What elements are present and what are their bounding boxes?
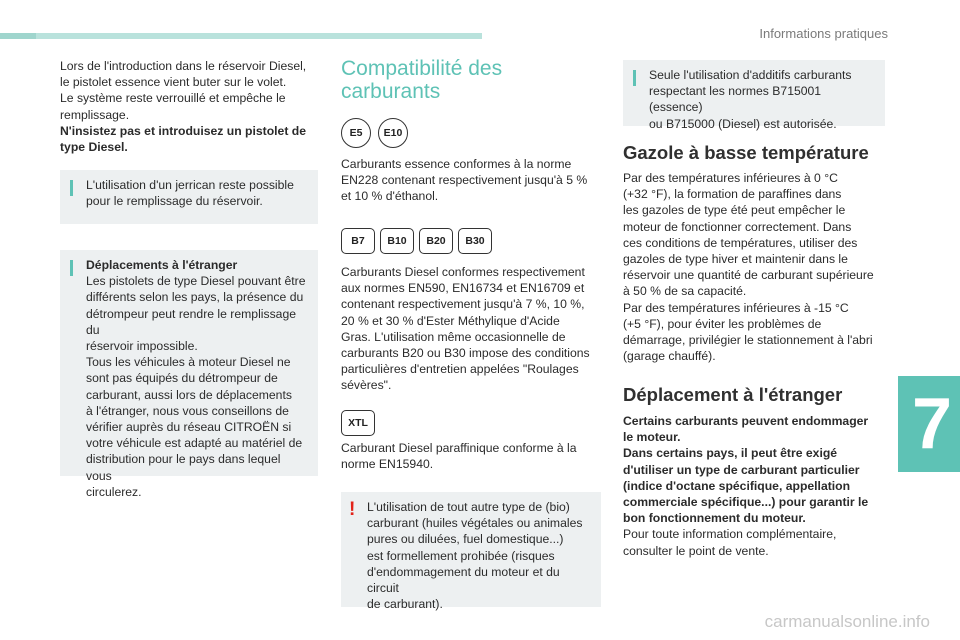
fuel-compatibility-title	[341, 57, 502, 103]
text-line-bold: le moteur.	[623, 430, 681, 445]
info-marker-icon	[633, 70, 636, 86]
b30-fuel-badge-icon: B30	[458, 228, 492, 254]
text-line: carburants B20 ou B30 impose des conditions	[341, 346, 590, 361]
xtl-fuel-badge-icon: XTL	[341, 410, 375, 436]
text-line: Carburant Diesel paraffinique conforme à la	[341, 441, 577, 455]
text-line: Carburants essence conformes à la norme	[341, 157, 572, 171]
text-line: L'utilisation d'un jerrican reste possible	[86, 178, 294, 192]
text-line-bold: Certains carburants peuvent endommager	[623, 414, 869, 428]
text-line: vérifier auprès du réseau CITROËN si	[86, 420, 292, 435]
text-line: Seule l'utilisation d'additifs carburants	[649, 68, 852, 82]
text-line: norme EN15940.	[341, 457, 434, 472]
text-line-bold: commerciale spécifique...) pour garantir le	[623, 495, 869, 510]
text-line: circulerez.	[86, 484, 142, 499]
text-line-bold: (indice d'octane spécifique, appellation	[623, 478, 851, 493]
text-line: Par des températures inférieures à 0 °C	[623, 171, 838, 185]
text-line: 20 % et 30 % d'Ester Méthylique d'Acide	[341, 313, 560, 328]
text-line: L'utilisation de tout autre type de (bio)	[367, 500, 570, 514]
travel-abroad-heading: Déplacement à l'étranger	[623, 384, 843, 405]
text-line: gazoles de type hiver et maintenir dans le	[623, 252, 848, 267]
title-line: Compatibilité des	[341, 57, 503, 80]
text-line: et 10 % d'éthanol.	[341, 189, 439, 204]
text-line: Les pistolets de type Diesel pouvant être	[86, 274, 306, 289]
text-line: de carburant).	[367, 597, 443, 612]
text-line: contenant respectivement jusqu'à 7 %, 10 %,	[341, 297, 585, 312]
b10-fuel-badge-icon: B10	[380, 228, 414, 254]
travel-abroad-note	[60, 250, 318, 499]
petrol-text	[341, 156, 603, 205]
section-header: Informations pratiques	[759, 26, 888, 41]
text-line: sont pas équipés du détrompeur de	[86, 371, 278, 386]
text-line: EN228 contenant respectivement jusqu'à 5 %	[341, 173, 588, 188]
text-line: Tous les véhicules à moteur Diesel ne	[86, 355, 291, 370]
jerrican-note	[60, 170, 318, 224]
text-line: réservoir impossible.	[86, 339, 198, 354]
text-line: à l'étranger, nous vous conseillons de	[86, 403, 289, 418]
b7-fuel-badge-icon: B7	[341, 228, 375, 254]
e10-fuel-badge-icon: E10	[378, 118, 408, 148]
text-line: à 50 % de sa capacité.	[623, 284, 747, 299]
text-line: (+32 °F), la formation de paraffines dans	[623, 187, 842, 202]
text-line: respectant les normes B715001 (essence)	[649, 84, 822, 115]
warning-exclamation-icon: !	[349, 499, 356, 520]
text-line: d'endommagement du moteur et du circuit	[367, 564, 560, 596]
info-marker-icon	[70, 180, 73, 196]
col1-intro	[60, 58, 325, 155]
text-line-bold: Dans certains pays, il peut être exigé	[623, 446, 838, 461]
text-line: ou B715000 (Diesel) est autorisée.	[649, 116, 837, 131]
text-line: moteur de fonctionner correctement. Dans	[623, 219, 852, 234]
text-line: ces conditions de températures, utiliser des	[623, 235, 858, 250]
low-temperature-text	[623, 170, 891, 364]
header-rule	[0, 33, 482, 39]
fuel-warning-note	[341, 492, 601, 612]
text-line: sévères".	[341, 378, 392, 393]
text-line-bold: d'utiliser un type de carburant particulier	[623, 462, 860, 477]
text-line: le pistolet essence vient buter sur le volet.	[60, 75, 287, 90]
text-line: différents selon les pays, la présence du	[86, 290, 304, 305]
text-line: remplissage.	[60, 107, 130, 122]
travel-abroad-text	[623, 413, 891, 559]
text-line: (+5 °F), pour éviter les problèmes de	[623, 316, 822, 331]
watermark: carmanualsonline.info	[764, 612, 930, 631]
text-line: carburant (huiles végétales ou animales	[367, 516, 583, 531]
text-line: Gras. L'utilisation même occasionnelle de	[341, 329, 566, 344]
e5-fuel-badge-icon: E5	[341, 118, 371, 148]
xtl-text	[341, 440, 603, 472]
text-line: pour le remplissage du réservoir.	[86, 194, 263, 209]
note-title: Déplacements à l'étranger	[86, 258, 238, 272]
text-line: pures ou diluées, fuel domestique...)	[367, 532, 564, 547]
text-line: détrompeur peut rendre le remplissage du	[86, 306, 297, 337]
text-line: est formellement prohibée (risques	[367, 548, 555, 563]
text-line: Par des températures inférieures à -15 °C	[623, 300, 849, 315]
text-line: aux normes EN590, EN16734 et EN16709 et	[341, 281, 585, 296]
text-line: carburant, aussi lors de déplacements	[86, 387, 292, 402]
chapter-number: 7	[911, 384, 952, 464]
text-line: consulter le point de vente.	[623, 543, 769, 558]
text-line: Lors de l'introduction dans le réservoir Diesel,	[60, 59, 307, 73]
text-line: Carburants Diesel conformes respectivement	[341, 265, 585, 279]
text-line: particulières d'entretien appelées "Roulages	[341, 362, 579, 377]
text-line: Pour toute information complémentaire,	[623, 527, 837, 542]
low-temperature-heading: Gazole à basse température	[623, 142, 869, 163]
text-line: distribution pour le pays dans lequel vous	[86, 452, 281, 483]
additives-note	[623, 60, 885, 131]
b20-fuel-badge-icon: B20	[419, 228, 453, 254]
text-line: votre véhicule est adapté au matériel de	[86, 436, 303, 451]
info-marker-icon	[70, 260, 73, 276]
text-line: démarrage, privilégier le stationnement à l'abri	[623, 333, 873, 348]
text-line: Le système reste verrouillé et empêche le	[60, 91, 286, 106]
text-line: les gazoles de type été peut empêcher le	[623, 203, 846, 218]
text-line-bold: bon fonctionnement du moteur.	[623, 511, 806, 526]
title-line: carburants	[341, 80, 441, 103]
text-line-bold: type Diesel.	[60, 140, 128, 155]
text-line: (garage chauffé).	[623, 349, 716, 364]
diesel-text	[341, 264, 603, 394]
header-rule-accent	[0, 33, 36, 39]
text-line-bold: N'insistez pas et introduisez un pistolet de	[60, 123, 307, 138]
text-line: réservoir une quantité de carburant supérieure	[623, 268, 874, 283]
